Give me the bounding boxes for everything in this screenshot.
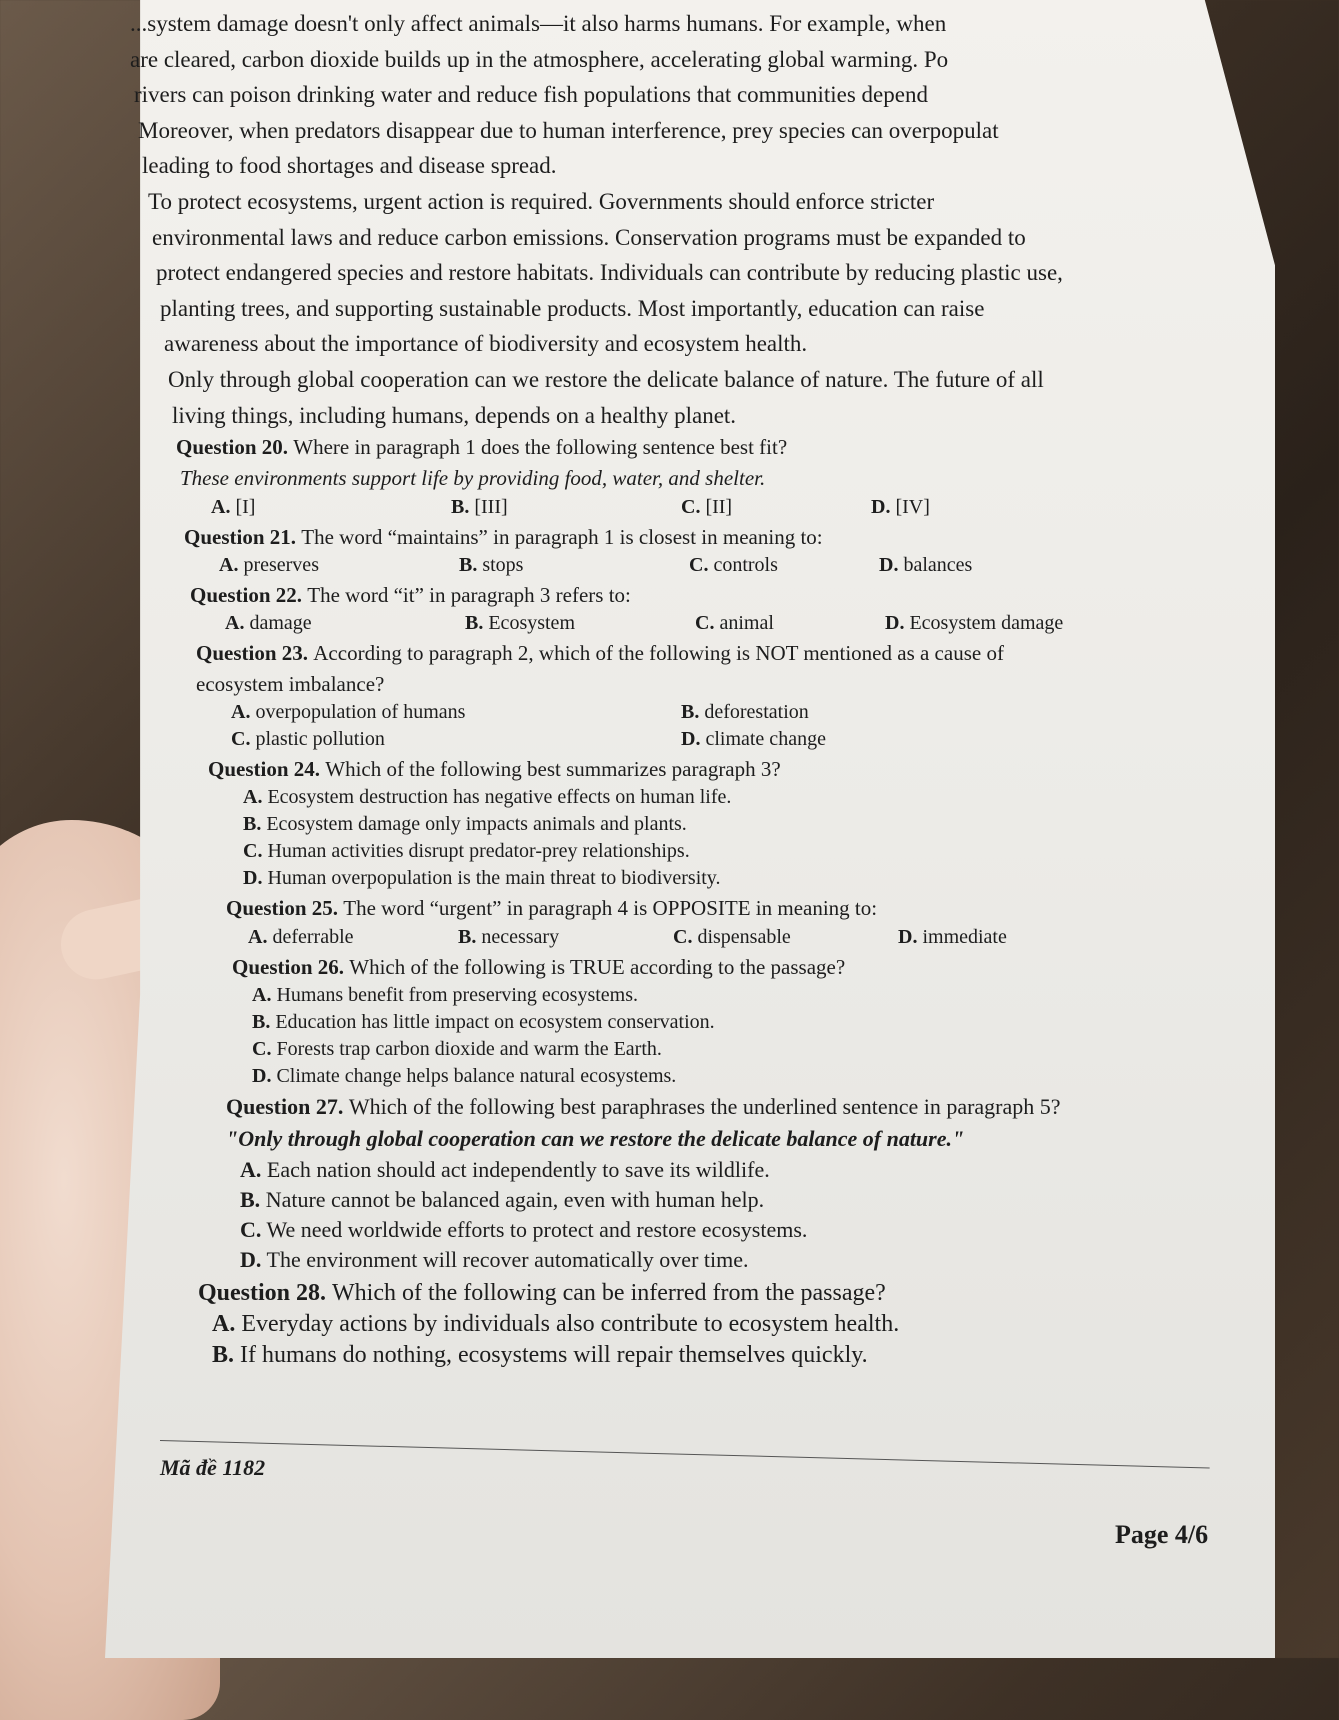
- exam-code: Mã đề 1182: [160, 1455, 266, 1480]
- question-text: The word “it” in paragraph 3 refers to:: [307, 582, 631, 607]
- option-c[interactable]: C. dispensable: [673, 925, 791, 948]
- option-b[interactable]: B. Nature cannot be balanced again, even with human help.: [240, 1186, 765, 1212]
- options: [225, 612, 1140, 635]
- question-22: [190, 583, 1140, 635]
- question-24: [208, 757, 1140, 890]
- question-28: [198, 1279, 1140, 1370]
- text-line: leading to food shortages and disease spread.: [142, 153, 557, 179]
- option-a[interactable]: A. Ecosystem destruction has negative effects on human life.: [243, 786, 732, 809]
- option-d[interactable]: D. immediate: [898, 925, 1007, 948]
- text-line: awareness about the importance of biodiversity and ecosystem health.: [164, 331, 808, 357]
- question-quote: "Only through global cooperation can we restore the delicate balance of nature.": [226, 1126, 965, 1152]
- text-line: environmental laws and reduce carbon emissions. Conservation programs must be expanded to: [152, 224, 1026, 250]
- question-number: Question 24.: [208, 757, 321, 782]
- question-26: [232, 955, 1140, 1088]
- option-d[interactable]: D. balances: [879, 553, 973, 576]
- page-number: Page 4/6: [1115, 1520, 1209, 1549]
- question-text: Which of the following best summarizes paragraph 3?: [325, 757, 781, 782]
- question-number: Question 21.: [184, 524, 297, 549]
- question-text: Where in paragraph 1 does the following sentence best fit?: [293, 435, 788, 460]
- option-c[interactable]: C. We need worldwide efforts to protect and restore ecosystems.: [240, 1216, 808, 1242]
- question-number: Question 23.: [196, 640, 309, 665]
- option-c[interactable]: C. Human activities disrupt predator-prey relationships.: [243, 840, 690, 863]
- text-line: planting trees, and supporting sustainable products. Most importantly, education can raise: [160, 295, 985, 321]
- text-line: To protect ecosystems, urgent action is required. Governments should enforce stricter: [148, 188, 935, 214]
- question-text: The word “maintains” in paragraph 1 is closest in meaning to:: [301, 524, 823, 549]
- options: [243, 786, 1140, 890]
- option-d[interactable]: D. climate change: [681, 728, 826, 751]
- question-23: [196, 641, 1140, 751]
- option-b[interactable]: B. Ecosystem damage only impacts animals and plants.: [243, 813, 687, 836]
- paragraph-5: [130, 366, 1140, 429]
- option-a[interactable]: A. [I]: [211, 495, 256, 518]
- option-d[interactable]: D. Human overpopulation is the main threat to biodiversity.: [243, 867, 721, 890]
- question-number: Question 26.: [232, 954, 345, 979]
- option-b[interactable]: B. [III]: [451, 495, 508, 518]
- exam-content: [130, 10, 1140, 1373]
- option-d[interactable]: D. The environment will recover automatically over time.: [240, 1246, 749, 1272]
- option-a[interactable]: A. Everyday actions by individuals also contribute to ecosystem health.: [212, 1311, 900, 1338]
- option-a[interactable]: A. deferrable: [248, 925, 354, 948]
- option-d[interactable]: D. Ecosystem damage: [885, 611, 1064, 634]
- question-quote: These environments support life by providing food, water, and shelter.: [180, 466, 766, 491]
- question-number: Question 28.: [198, 1279, 327, 1306]
- options: [231, 701, 1140, 751]
- options: [212, 1311, 1140, 1369]
- question-number: Question 22.: [190, 582, 303, 607]
- option-c[interactable]: C. animal: [695, 611, 774, 634]
- paragraph-3: [130, 10, 1140, 180]
- text-line: rivers can poison drinking water and reduce fish populations that communities depend: [134, 82, 928, 108]
- option-b[interactable]: B. deforestation: [681, 701, 809, 724]
- question-number: Question 20.: [176, 435, 289, 460]
- option-a[interactable]: A. overpopulation of humans: [231, 701, 466, 724]
- option-a[interactable]: A. preserves: [219, 553, 319, 576]
- option-a[interactable]: A. Each nation should act independently to save its wildlife.: [240, 1156, 770, 1182]
- options: [219, 554, 1140, 577]
- option-a[interactable]: A. Humans benefit from preserving ecosystems.: [252, 983, 639, 1006]
- question-25: [226, 896, 1140, 948]
- question-21: [184, 525, 1140, 577]
- option-c[interactable]: C. Forests trap carbon dioxide and warm the Earth.: [252, 1037, 662, 1060]
- option-b[interactable]: B. Education has little impact on ecosystem conservation.: [252, 1010, 715, 1033]
- option-a[interactable]: A. damage: [225, 611, 312, 634]
- options: [240, 1157, 1140, 1273]
- option-c[interactable]: C. controls: [689, 553, 778, 576]
- option-b[interactable]: B. Ecosystem: [465, 611, 575, 634]
- option-b[interactable]: B. stops: [459, 553, 524, 576]
- question-20: [176, 435, 1140, 518]
- options: [252, 984, 1140, 1088]
- question-text: Which of the following is TRUE according to the passage?: [349, 954, 846, 979]
- question-text: Which of the following can be inferred from the passage?: [332, 1279, 886, 1306]
- option-c[interactable]: C. plastic pollution: [231, 728, 385, 751]
- option-b[interactable]: B. If humans do nothing, ecosystems will repair themselves quickly.: [212, 1342, 868, 1369]
- text-line: are cleared, carbon dioxide builds up in the atmosphere, accelerating global warming. Po: [130, 46, 949, 72]
- option-c[interactable]: C. [II]: [681, 495, 733, 518]
- text-line: Only through global cooperation can we restore the delicate balance of nature. The future of all: [168, 366, 1044, 392]
- text-line: protect endangered species and restore habitats. Individuals can contribute by reducing plastic use,: [156, 260, 1063, 286]
- question-text: According to paragraph 2, which of the following is NOT mentioned as a cause of: [313, 640, 1004, 665]
- option-d[interactable]: D. Climate change helps balance natural ecosystems.: [252, 1064, 677, 1087]
- question-number: Question 25.: [226, 896, 339, 921]
- question-text-cont: ecosystem imbalance?: [196, 672, 385, 697]
- question-number: Question 27.: [226, 1093, 344, 1119]
- question-text: Which of the following best paraphrases the underlined sentence in paragraph 5?: [348, 1093, 1061, 1119]
- options: [248, 926, 1140, 949]
- text-line: Moreover, when predators disappear due to human interference, prey species can overpopulat: [138, 117, 999, 143]
- option-d[interactable]: D. [IV]: [871, 495, 930, 518]
- question-27: [226, 1094, 1140, 1273]
- options: [211, 496, 1140, 519]
- paragraph-4: [130, 188, 1140, 358]
- option-b[interactable]: B. necessary: [458, 925, 560, 948]
- question-text: The word “urgent” in paragraph 4 is OPPOSITE in meaning to:: [343, 896, 878, 921]
- text-line: living things, including humans, depends on a healthy planet.: [172, 402, 737, 428]
- text-line: ...system damage doesn't only affect animals—it also harms humans. For example, when: [130, 11, 947, 36]
